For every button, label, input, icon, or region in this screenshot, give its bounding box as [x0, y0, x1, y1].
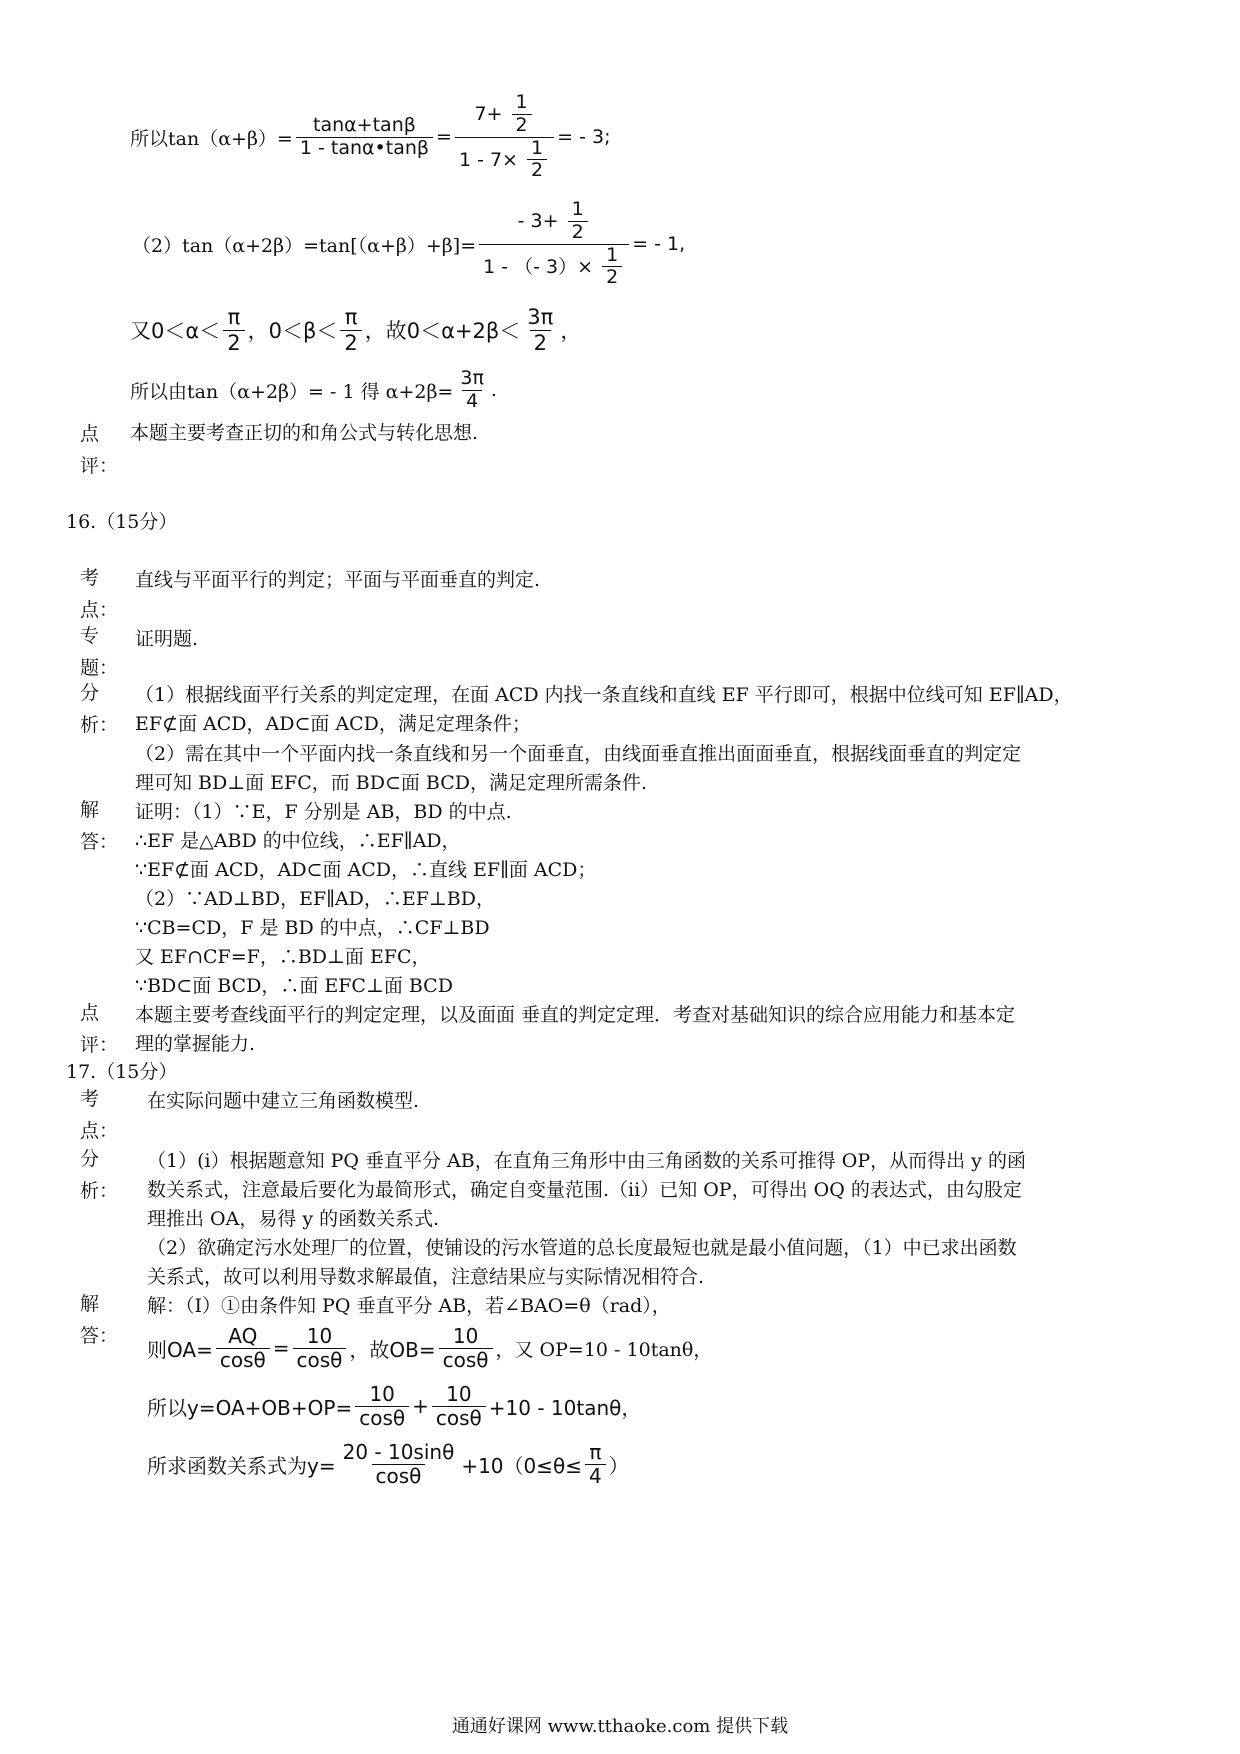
q17-e2-tail: +10 - 10tanθ， — [488, 1395, 642, 1420]
q17-e1-a: 则OA= — [147, 1337, 213, 1362]
frac-denominator: cosθ — [439, 1348, 493, 1372]
q16-zhuanti: 证明题. — [135, 628, 199, 650]
3pi-over-4-fraction — [456, 368, 488, 413]
frac-denominator: 2 — [340, 330, 361, 355]
ten-over-cos-fraction — [293, 1325, 347, 1372]
q17-fenxi-l3: 理推出 OA，易得 y 的函数关系式. — [147, 1208, 440, 1230]
pi-over-2-fraction — [223, 305, 244, 354]
label-char: 评： — [80, 455, 119, 477]
frac-numerator: π — [344, 305, 358, 330]
q15-line-2 — [132, 196, 685, 292]
q17-e1-b: ，故OB= — [349, 1337, 436, 1362]
frac-denominator: 4 — [585, 1464, 606, 1488]
q16-fenxi-l1: （1）根据线面平行关系的判定定理，在面 ACD 内找一条直线和直线 EF 平行即可，根据中位线可知 EF∥AD， — [135, 684, 1073, 706]
frac-numerator: 20 - 10sinθ — [342, 1439, 455, 1464]
num-text: - 3+ — [517, 209, 559, 232]
label-char: 评： — [80, 1034, 119, 1056]
frac-numerator: 3π — [527, 305, 554, 330]
q17-e3-end: ） — [608, 1453, 629, 1478]
frac-denominator: cosθ — [216, 1348, 270, 1372]
q16-jieda-l2: ∴EF 是△ABD 的中位线，∴EF∥AD， — [135, 830, 461, 852]
equals-sign: = — [436, 126, 452, 148]
q16-zhuanti-label — [80, 620, 119, 684]
q16-header: 16.（15分） — [66, 511, 178, 533]
frac-denominator: 2 — [530, 330, 551, 355]
q16-jieda-l4: （2）∵AD⊥BD，EF∥AD，∴EF⊥BD， — [135, 888, 496, 910]
q16-jieda-l1: 证明：（1）∵E，F 分别是 AB，BD 的中点. — [135, 801, 512, 823]
pi-over-4-fraction — [585, 1441, 606, 1488]
q17-fenxi-l5: 关系式，故可以利用导数求解最值，注意结果应与实际情况相符合. — [147, 1266, 705, 1288]
frac-numerator — [470, 92, 538, 137]
y-function-fraction — [339, 1441, 459, 1488]
q17-eq-3 — [147, 1436, 629, 1492]
label-char: 点 — [80, 1002, 100, 1024]
half-fraction — [527, 138, 547, 183]
ten-over-cos-fraction — [432, 1383, 486, 1430]
q16-dianping-label — [80, 997, 119, 1061]
q15-l2-prefix: （2）tan（α+2β）=tan[（α+β）+β]= — [132, 234, 477, 257]
ten-over-cos-fraction — [439, 1325, 493, 1372]
half-num: 1 — [515, 90, 528, 113]
den-text: 1 - 7× — [458, 148, 518, 171]
frac-numerator: 10 — [452, 1323, 479, 1348]
q15-comment-label — [80, 418, 119, 482]
q17-e3-tail: +10（0≤θ≤ — [461, 1453, 582, 1478]
frac-numerator: π — [589, 1439, 602, 1464]
page-footer: 通通好课网 www.tthaoke.com 提供下载 — [451, 1716, 789, 1737]
q15-comment: 本题主要考查正切的和角公式与转化思想. — [130, 422, 479, 444]
q15-l1-result: = - 3; — [557, 126, 611, 148]
label-char: 解 — [80, 1293, 100, 1315]
label-char: 解 — [80, 799, 100, 821]
q16-jieda-l6: 又 EF∩CF=F，∴BD⊥面 EFC， — [135, 946, 431, 968]
q15-l3-c: ，故0＜α+2β＜ — [364, 319, 521, 343]
q16-fenxi-l3: （2）需在其中一个平面内找一条直线和另一个面垂直，由线面垂直推出面面垂直，根据线面垂直的判定定 — [135, 743, 1022, 765]
aq-over-cos-fraction — [216, 1325, 270, 1372]
half-num: 1 — [606, 243, 619, 266]
label-char: 点 — [80, 423, 100, 445]
frac-numerator: π — [227, 305, 241, 330]
frac-numerator: tanα+tanβ — [313, 113, 416, 136]
label-char: 答： — [80, 1325, 119, 1347]
q15-l2-result: = - 1, — [632, 233, 686, 255]
label-char: 分 — [80, 682, 100, 704]
q17-eq-1 — [147, 1320, 712, 1376]
q15-l4-a: 所以由tan（α+2β）= - 1 得 α+2β= — [130, 380, 454, 403]
q15-line-3 — [130, 302, 581, 358]
frac-numerator: 10 — [306, 1323, 333, 1348]
label-char: 析： — [80, 714, 119, 736]
half-den: 2 — [602, 266, 622, 289]
q15-l3-b: ，0＜β＜ — [247, 319, 338, 343]
q16-kaodian: 直线与平面平行的判定；平面与平面垂直的判定. — [135, 569, 541, 591]
ten-over-cos-fraction — [355, 1383, 409, 1430]
q17-fenxi-l2: 数关系式，注意最后要化为最简形式，确定自变量范围.（ii）已知 OP，可得出 OQ 的表达式，由勾股定 — [147, 1179, 1022, 1201]
q15-frac-tan-sum — [296, 115, 433, 160]
q16-jieda-l5: ∵CB=CD，F 是 BD 的中点，∴CF⊥BD — [135, 917, 490, 939]
frac-denominator: cosθ — [355, 1406, 409, 1430]
frac-denominator: 4 — [462, 390, 482, 413]
q15-l3-a: 又0＜α＜ — [130, 319, 221, 343]
frac-denominator — [479, 244, 629, 290]
den-text: 1 - （- 3）× — [483, 255, 594, 278]
q17-jieda-label — [80, 1288, 119, 1352]
q16-fenxi-label — [80, 677, 119, 741]
q17-kaodian-label — [80, 1083, 119, 1147]
q17-eq-2 — [147, 1378, 641, 1434]
frac-numerator: 3π — [460, 366, 484, 389]
half-fraction — [512, 92, 532, 137]
label-char: 题： — [80, 657, 119, 679]
q16-kaodian-label — [80, 562, 119, 626]
label-char: 点： — [80, 1120, 119, 1142]
label-char: 专 — [80, 625, 100, 647]
q17-fenxi-l4: （2）欲确定污水处理厂的位置，使铺设的污水管道的总长度最短也就是最小值问题，（1）中已求出函数 — [147, 1237, 1017, 1259]
half-den: 2 — [512, 114, 532, 137]
num-text: 7+ — [474, 102, 503, 125]
label-char: 析： — [80, 1180, 119, 1202]
frac-numerator: AQ — [228, 1323, 258, 1348]
q16-fenxi-l2: EF⊄面 ACD，AD⊂面 ACD，满足定理条件； — [135, 713, 531, 735]
label-char: 考 — [80, 567, 100, 589]
label-char: 答： — [80, 831, 119, 853]
half-den: 2 — [527, 159, 547, 182]
pi-over-2-fraction — [340, 305, 361, 354]
frac-numerator — [514, 199, 595, 244]
q17-kaodian: 在实际问题中建立三角函数模型. — [147, 1090, 420, 1112]
label-char: 点： — [80, 599, 119, 621]
q15-frac-l2 — [479, 199, 629, 289]
q17-fenxi-label — [80, 1143, 119, 1207]
half-den: 2 — [568, 221, 588, 244]
q17-e2-a: 所以y=OA+OB+OP= — [147, 1395, 353, 1420]
frac-denominator — [455, 137, 554, 183]
frac-numerator: 10 — [446, 1381, 472, 1406]
q15-line-4 — [130, 362, 497, 418]
q16-dianping-l1: 本题主要考查线面平行的判定定理，以及面面 垂直的判定定理．考查对基础知识的综合应用能力和基本定 — [135, 1004, 1016, 1026]
frac-denominator: cosθ — [372, 1464, 426, 1488]
q15-l1-prefix: 所以tan（α+β）= — [130, 127, 293, 150]
q16-jieda-label — [80, 794, 119, 858]
frac-numerator: 10 — [369, 1381, 395, 1406]
label-char: 分 — [80, 1148, 100, 1170]
frac-denominator: 2 — [223, 330, 244, 355]
q17-e1-c: ，又 OP=10 - 10tanθ， — [495, 1338, 713, 1361]
frac-denominator: cosθ — [432, 1406, 486, 1430]
frac-denominator: 1 - tanα•tanβ — [296, 137, 433, 160]
label-char: 考 — [80, 1088, 100, 1110]
q15-frac-numeric — [455, 92, 554, 182]
q17-jieda-l1: 解：（Ⅰ）①由条件知 PQ 垂直平分 AB，若∠BAO=θ（rad）， — [147, 1295, 671, 1317]
q15-l4-end: . — [490, 379, 497, 401]
q17-fenxi-l1: （1）(i）根据题意知 PQ 垂直平分 AB，在直角三角形中由三角函数的关系可推得 OP，从而得出 y 的函 — [147, 1150, 1026, 1172]
q17-header: 17.（15分） — [66, 1061, 178, 1083]
frac-denominator: cosθ — [293, 1348, 347, 1372]
q16-jieda-l7: ∵BD⊂面 BCD，∴面 EFC⊥面 BCD — [135, 975, 453, 997]
half-fraction — [568, 199, 588, 244]
plus-sign: + — [412, 1394, 429, 1418]
equals-sign: = — [272, 1336, 290, 1360]
q17-e3-a: 所求函数关系式为y= — [147, 1453, 336, 1478]
3pi-over-2-fraction — [523, 305, 557, 354]
q16-dianping-l2: 理的掌握能力. — [135, 1033, 256, 1055]
q15-l3-d: ， — [560, 319, 582, 343]
half-fraction — [602, 245, 622, 290]
half-num: 1 — [531, 136, 544, 159]
q16-fenxi-l4: 理可知 BD⊥面 EFC，而 BD⊂面 BCD，满足定理所需条件. — [135, 772, 648, 794]
q16-jieda-l3: ∵EF⊄面 ACD，AD⊂面 ACD，∴直线 EF∥面 ACD； — [135, 859, 597, 881]
half-num: 1 — [571, 197, 584, 220]
q15-line-1 — [130, 92, 610, 182]
